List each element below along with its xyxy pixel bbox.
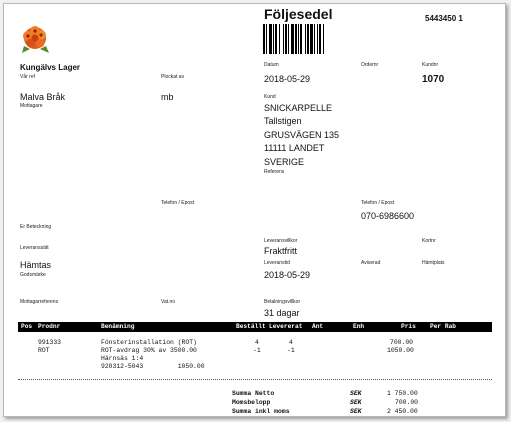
var-ref-label: Vår ref: [20, 74, 36, 80]
kundnr-value: 1070: [422, 74, 445, 85]
leveranssatt-label: Leveranssätt: [20, 245, 49, 251]
total-moms-label: Momsbelopp: [232, 399, 271, 406]
row-2-bestallt: -1: [253, 347, 261, 354]
vat-no-label: Vat.no: [161, 299, 176, 305]
row-2-extra-1: Härnsäs 1:4: [101, 355, 144, 362]
leveransvillkor-label: Leveransvillkor: [264, 238, 298, 244]
var-ref-value: Malva Bråk: [20, 92, 66, 102]
hamtplats-label: Hämtplats: [422, 260, 445, 266]
total-inkl-value: 2 450.00: [387, 408, 418, 415]
leveranssatt-value: Hämtas: [20, 260, 52, 270]
col-pos: Pos: [21, 323, 33, 330]
col-bestallt: Beställt: [236, 323, 266, 330]
ordernr-label: Ordernr: [361, 62, 379, 68]
table-separator: [18, 379, 492, 380]
col-prodnr: Prodnr: [38, 323, 61, 330]
barcode-bar: [288, 24, 289, 54]
barcode-bar: [263, 24, 265, 54]
row-2-extra-2: 920312-5043 1050.00: [101, 363, 205, 370]
kund-line-3: GRUSVÄGEN 135: [264, 130, 340, 140]
table-header: [18, 322, 492, 332]
document-title: Följesedel: [264, 6, 333, 22]
col-benamning: Benämning: [101, 323, 135, 330]
plockat-av-value: mb: [161, 92, 174, 102]
row-2-levererat: -1: [287, 347, 295, 354]
er-beteckning-label: Er Beteckning: [20, 224, 52, 230]
barcode-bar: [319, 24, 321, 54]
mottagarreferens-label: Mottagarreferens: [20, 299, 59, 305]
barcode-bar: [269, 24, 272, 54]
row-2-prodnr: ROT: [38, 347, 50, 354]
flower-bouquet-icon: [18, 24, 52, 54]
leveranstid-value: 2018-05-29: [264, 270, 311, 280]
document-number: 5443450 1: [425, 14, 463, 23]
kund-line-5: SVERIGE: [264, 157, 305, 167]
total-netto-currency: SEK: [350, 390, 362, 397]
kundnr-label: Kundnr: [422, 62, 439, 68]
col-perrab: Per Rab: [430, 323, 456, 330]
godsmarke-label: Godsmärke: [20, 272, 46, 278]
col-levererat: Levererat: [269, 323, 303, 330]
telefon-left-label: Telefon / Epost: [161, 200, 195, 206]
mottagare-label: Mottagare: [20, 103, 43, 109]
kund-line-1: SNICKARPELLE: [264, 103, 333, 113]
referens-label: Referens: [264, 169, 285, 175]
barcode-bar: [273, 24, 274, 54]
barcode-bar: [283, 24, 284, 54]
barcode-bar: [279, 24, 280, 54]
barcode-bar: [295, 24, 297, 54]
col-pris: Pris: [401, 323, 416, 330]
col-ant: Ant: [312, 323, 324, 330]
row-2-pris: 1050.00: [387, 347, 414, 354]
telefon-right-label: Telefon / Epost: [361, 200, 395, 206]
datum-label: Datum: [264, 62, 279, 68]
total-moms-value: 700.00: [395, 399, 419, 406]
row-1-benamning: Fönsterinstallation (ROT): [101, 339, 197, 346]
store-name: Kungälvs Lager: [20, 63, 81, 72]
barcode-bar: [317, 24, 318, 54]
delivery-note-page: [3, 3, 506, 417]
leveransvillkor-value: Fraktfritt: [264, 246, 297, 256]
plockat-av-label: Plockat av: [161, 74, 185, 80]
kortnr-label: Kortnr: [422, 238, 436, 244]
barcode-bar: [285, 24, 287, 54]
total-inkl-label: Summa inkl moms: [232, 408, 290, 415]
barcode-bar: [291, 24, 294, 54]
row-1-pris: 700.00: [390, 339, 414, 346]
row-1-bestallt: 4: [255, 339, 259, 346]
betalningsvillkor-value: 31 dagar: [264, 308, 300, 318]
aviserad-label: Aviserad: [361, 260, 381, 266]
total-netto-label: Summa Netto: [232, 390, 275, 397]
row-2-benamning: ROT-avdrag 30% av 3500.00: [101, 347, 197, 354]
barcode-bar: [310, 24, 313, 54]
kund-line-4: 11111 LANDET: [264, 143, 325, 153]
kund-line-2: Tallstigen: [264, 116, 302, 126]
betalningsvillkor-label: Betalningsvillkor: [264, 299, 301, 305]
barcode-bar: [305, 24, 306, 54]
barcode-bar: [266, 24, 267, 54]
barcode-bar: [275, 24, 277, 54]
barcode-bar: [314, 24, 315, 54]
telefon-right-value: 070-6986600: [361, 211, 415, 221]
datum-value: 2018-05-29: [264, 74, 311, 84]
col-enh: Enh: [353, 323, 365, 330]
total-inkl-currency: SEK: [350, 408, 362, 415]
row-1-prodnr: 991333: [38, 339, 62, 346]
total-netto-value: 1 750.00: [387, 390, 418, 397]
barcode-bar: [300, 24, 302, 54]
kund-label: Kund: [264, 94, 276, 100]
row-1-levererat: 4: [289, 339, 293, 346]
barcode-bar: [307, 24, 309, 54]
barcode: [263, 24, 327, 54]
barcode-bar: [298, 24, 299, 54]
leveranstid-label: Leveranstid: [264, 260, 290, 266]
total-moms-currency: SEK: [350, 399, 362, 406]
barcode-bar: [323, 24, 324, 54]
